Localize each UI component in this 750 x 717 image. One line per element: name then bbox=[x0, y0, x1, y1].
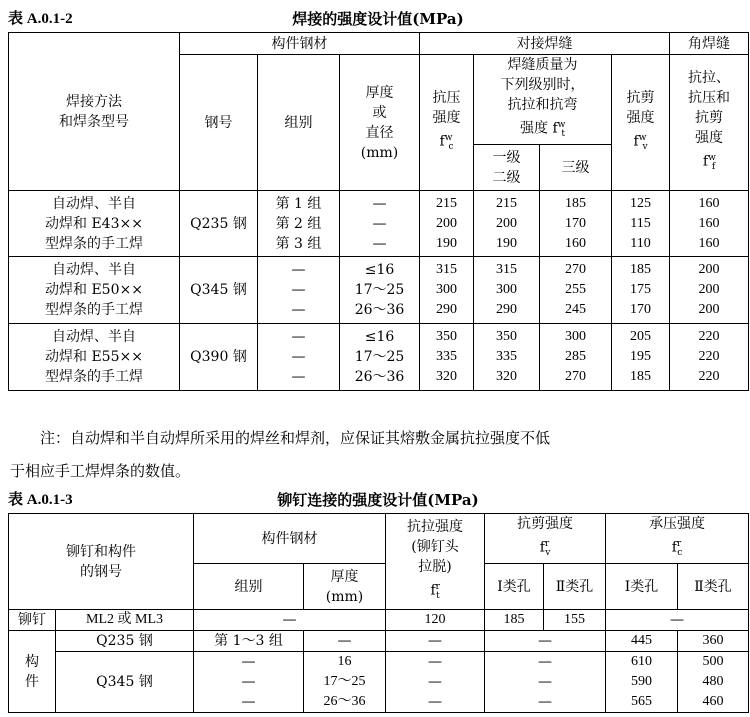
weld-strength-table bbox=[8, 32, 749, 391]
row-level-3: 300 285 270 bbox=[540, 324, 612, 391]
q345-group: — bbox=[194, 652, 304, 673]
q235-bearing-1: 445 bbox=[606, 631, 678, 652]
header-group: 组别 bbox=[194, 564, 304, 610]
q345-thickness: 17～25 bbox=[304, 672, 386, 692]
rivet-bearing: — bbox=[606, 610, 749, 631]
q345-shear: — bbox=[485, 692, 606, 713]
row-shear: 125 115 110 bbox=[612, 191, 670, 257]
note-line-1: 注：自动焊和半自动焊所采用的焊丝和焊剂，应保证其熔敷金属抗拉强度不低 bbox=[40, 429, 551, 447]
rivet-shear-1: 185 bbox=[485, 610, 544, 631]
header-bearing-class-2: Ⅱ类孔 bbox=[678, 564, 749, 610]
table-row bbox=[9, 610, 749, 631]
table-row bbox=[9, 631, 749, 652]
header-fillet-strength: 抗拉、 抗压和 抗剪 强度 $f^w_f$ bbox=[670, 55, 749, 191]
row-thickness: ≤16 17～25 26～36 bbox=[340, 324, 420, 391]
table1-number: 表 A.0.1-2 bbox=[8, 11, 73, 27]
row-compressive: 315 300 290 bbox=[420, 257, 474, 324]
header-member-steel: 构件钢材 bbox=[180, 33, 420, 55]
q345-shear: — bbox=[485, 672, 606, 692]
row-method: 自动焊、半自 动焊和 E50×× 型焊条的手工焊 bbox=[9, 257, 180, 324]
q345-tensile: — bbox=[386, 672, 485, 692]
q235-grade: Q235 钢 bbox=[56, 631, 194, 652]
header-fillet-weld: 角焊缝 bbox=[670, 33, 749, 55]
table-row bbox=[9, 324, 749, 391]
table2-title: 铆钉连接的强度设计值(MPa) bbox=[277, 491, 479, 509]
header-rivet-shear: 抗剪强度 $f^r_v$ bbox=[485, 514, 606, 564]
q235-thickness: — bbox=[304, 631, 386, 652]
row-thickness: — — — bbox=[340, 191, 420, 257]
table1-caption bbox=[8, 8, 748, 30]
header-compressive: 抗压 强度 $f^w_c$ bbox=[420, 55, 474, 191]
q235-tensile: — bbox=[386, 631, 485, 652]
q345-bearing-1: 610 bbox=[606, 652, 678, 673]
q345-shear: — bbox=[485, 652, 606, 673]
header-tensile: 抗拉强度 (铆钉头 拉脱) $f^r_t$ bbox=[386, 514, 485, 610]
rivet-strength-table bbox=[8, 513, 749, 713]
header-quality: 焊缝质量为 下列级别时， 抗拉和抗弯 强度 $f^w_t$ bbox=[474, 55, 612, 145]
table2-number: 表 A.0.1-3 bbox=[8, 492, 73, 508]
note-line-2: 于相应手工焊焊条的数值。 bbox=[10, 462, 191, 480]
q345-tensile: — bbox=[386, 652, 485, 673]
header-method: 焊接方法 和焊条型号 bbox=[9, 33, 180, 191]
row-grade: Q235 钢 bbox=[180, 191, 258, 257]
header-level-3: 三级 bbox=[540, 145, 612, 191]
table-row bbox=[9, 191, 749, 257]
table-row bbox=[9, 652, 749, 673]
q345-group: — bbox=[194, 672, 304, 692]
row-level-1-2: 215 200 190 bbox=[474, 191, 540, 257]
row-level-3: 270 255 245 bbox=[540, 257, 612, 324]
row-level-1-2: 350 335 320 bbox=[474, 324, 540, 391]
header-grade: 钢号 bbox=[180, 55, 258, 191]
row-compressive: 350 335 320 bbox=[420, 324, 474, 391]
row-thickness: ≤16 17～25 26～36 bbox=[340, 257, 420, 324]
q345-group: — bbox=[194, 692, 304, 713]
rivet-label: 铆钉 bbox=[9, 610, 56, 631]
header-level-1-2: 一级 二级 bbox=[474, 145, 540, 191]
table1-title: 焊接的强度设计值(MPa) bbox=[292, 10, 464, 28]
row-shear: 185 175 170 bbox=[612, 257, 670, 324]
q345-thickness: 26～36 bbox=[304, 692, 386, 713]
table-note bbox=[0, 422, 750, 488]
rivet-tensile: 120 bbox=[386, 610, 485, 631]
header-thickness: 厚度 (mm) bbox=[304, 564, 386, 610]
rivet-grade: ML2 或 ML3 bbox=[56, 610, 194, 631]
row-level-3: 185 170 160 bbox=[540, 191, 612, 257]
row-fillet: 200 200 200 bbox=[670, 257, 749, 324]
rivet-member: — bbox=[194, 610, 386, 631]
header-shear-class-2: Ⅱ类孔 bbox=[544, 564, 606, 610]
row-shear: 205 195 185 bbox=[612, 324, 670, 391]
q235-shear: — bbox=[485, 631, 606, 652]
q345-bearing-2: 480 bbox=[678, 672, 749, 692]
rivet-shear-2: 155 bbox=[544, 610, 606, 631]
header-member-steel: 构件钢材 bbox=[194, 514, 386, 564]
q345-tensile: — bbox=[386, 692, 485, 713]
row-group: — — — bbox=[258, 257, 340, 324]
q345-grade: Q345 钢 bbox=[56, 652, 194, 713]
row-compressive: 215 200 190 bbox=[420, 191, 474, 257]
header-bearing-class-1: Ⅰ类孔 bbox=[606, 564, 678, 610]
row-method: 自动焊、半自 动焊和 E43×× 型焊条的手工焊 bbox=[9, 191, 180, 257]
q345-bearing-2: 500 bbox=[678, 652, 749, 673]
header-thickness: 厚度 或 直径 (mm) bbox=[340, 55, 420, 191]
q235-group: 第 1～3 组 bbox=[194, 631, 304, 652]
row-fillet: 220 220 220 bbox=[670, 324, 749, 391]
row-level-1-2: 315 300 290 bbox=[474, 257, 540, 324]
row-group: 第 1 组 第 2 组 第 3 组 bbox=[258, 191, 340, 257]
row-group: — — — bbox=[258, 324, 340, 391]
row-method: 自动焊、半自 动焊和 E55×× 型焊条的手工焊 bbox=[9, 324, 180, 391]
header-shear-class-1: Ⅰ类孔 bbox=[485, 564, 544, 610]
header-group: 组别 bbox=[258, 55, 340, 191]
row-grade: Q345 钢 bbox=[180, 257, 258, 324]
header-shear: 抗剪 强度 $f^w_v$ bbox=[612, 55, 670, 191]
row-grade: Q390 钢 bbox=[180, 324, 258, 391]
q345-thickness: 16 bbox=[304, 652, 386, 673]
q235-bearing-2: 360 bbox=[678, 631, 749, 652]
header-butt-weld: 对接焊缝 bbox=[420, 33, 670, 55]
header-rivet-member: 铆钉和构件 的钢号 bbox=[9, 514, 194, 610]
header-bearing: 承压强度 $f^r_c$ bbox=[606, 514, 749, 564]
q345-bearing-1: 565 bbox=[606, 692, 678, 713]
member-label: 构 件 bbox=[9, 631, 56, 713]
row-fillet: 160 160 160 bbox=[670, 191, 749, 257]
table-row bbox=[9, 257, 749, 324]
q345-bearing-1: 590 bbox=[606, 672, 678, 692]
q345-bearing-2: 460 bbox=[678, 692, 749, 713]
table2-caption bbox=[8, 489, 748, 511]
